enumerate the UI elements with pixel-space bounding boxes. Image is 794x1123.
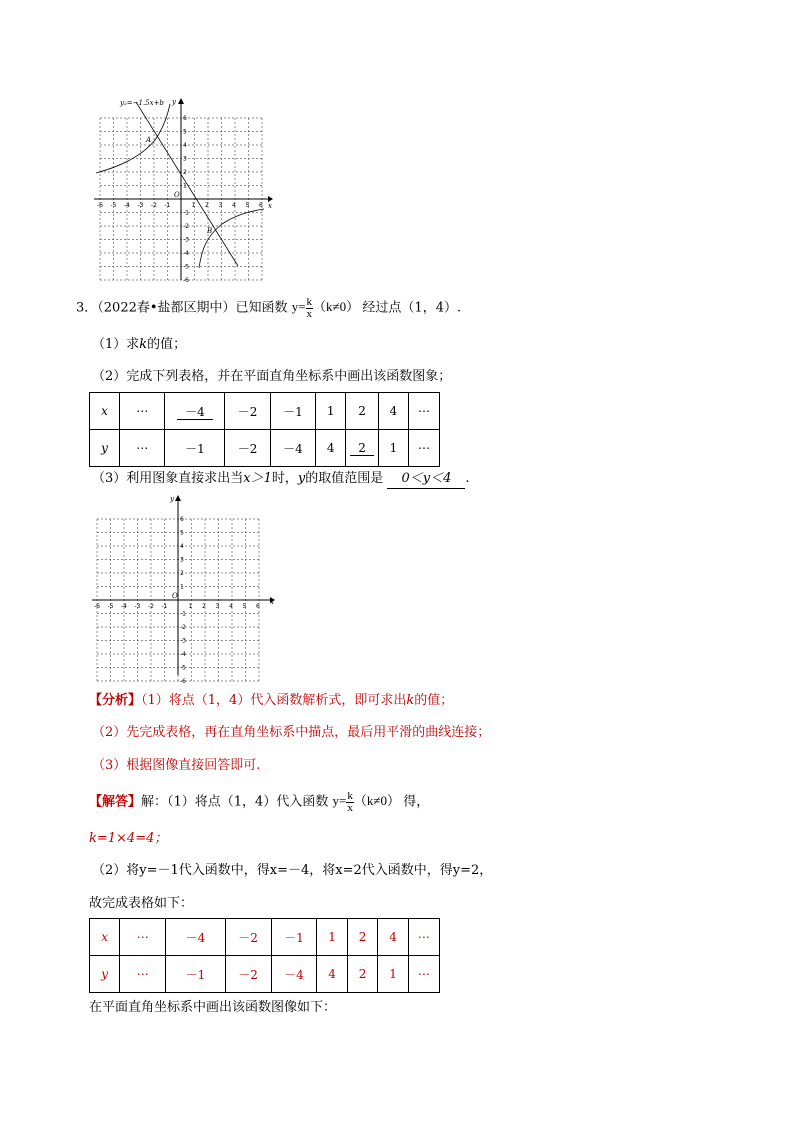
solution-line-5: 在平面直角坐标系中画出该函数图像如下： — [89, 1000, 337, 1015]
x-tick-label: 6 — [259, 202, 263, 209]
y-tick-label: -4 — [180, 651, 186, 658]
table-cell: 1 — [317, 919, 348, 956]
x-tick-label: -1 — [164, 202, 171, 209]
solution-line-3: （2）将y=－1代入函数中，得x=－4，将x=2代入函数中，得y=2， — [92, 863, 493, 878]
table-cell: ⋯ — [120, 393, 165, 430]
value-table-1 — [89, 392, 440, 467]
table-cell: 1 — [378, 956, 409, 993]
table-cell: 2 — [347, 919, 378, 956]
problem-statement — [76, 297, 461, 320]
table-cell: 1 — [316, 393, 346, 430]
x-tick-label: 5 — [245, 202, 250, 209]
x-tick-label: 4 — [232, 202, 236, 209]
table-row — [90, 956, 440, 993]
y2-label: y₂=−1.5x+b — [120, 99, 164, 107]
table-cell: －4 — [165, 393, 225, 430]
x-axis-label: x — [268, 202, 272, 210]
x-tick-label: -5 — [107, 603, 114, 610]
y-tick-label: -3 — [180, 637, 186, 645]
x-tick-label: -2 — [151, 202, 157, 209]
table-cell: －2 — [225, 956, 271, 993]
table-cell: ⋯ — [120, 956, 166, 993]
x-tick-label: -5 — [110, 202, 117, 209]
origin-label: O — [174, 191, 180, 199]
table-cell: －1 — [165, 430, 225, 467]
y-tick-label: -5 — [180, 664, 186, 672]
value-table-2 — [89, 918, 440, 993]
table-cell: －4 — [271, 956, 317, 993]
y-tick-label: -5 — [183, 263, 189, 271]
solution-line-4: 故完成表格如下： — [89, 896, 194, 911]
x-tick-label: 2 — [202, 603, 206, 610]
x-tick-label: 1 — [188, 603, 193, 610]
y-tick-label: -6 — [180, 678, 186, 685]
table-cell: 1 — [378, 430, 408, 467]
table-row — [90, 393, 440, 430]
analysis-line-2: （2）先完成表格，再在直角坐标系中描点，最后用平滑的曲线连接； — [92, 725, 491, 740]
x-tick-label: -3 — [134, 603, 141, 610]
x-tick-label: -3 — [137, 202, 144, 209]
table-cell: ⋯ — [409, 393, 440, 430]
question-2: （2）完成下列表格，并在平面直角坐标系中画出该函数图象； — [92, 369, 452, 384]
graph-2 — [90, 493, 276, 685]
table-cell: ⋯ — [120, 430, 165, 467]
table-cell: ⋯ — [408, 956, 439, 993]
x-tick-label: 2 — [205, 202, 209, 209]
y-tick-label: -2 — [183, 223, 189, 230]
table-cell: ⋯ — [409, 430, 440, 467]
table-cell: y — [90, 430, 120, 467]
y-tick-label: 4 — [183, 142, 187, 149]
graph-1 — [92, 96, 274, 282]
y-tick-label: 3 — [183, 155, 187, 163]
y-tick-label: -2 — [180, 624, 186, 631]
y-tick-label: 1 — [180, 583, 184, 591]
y-tick-label: -6 — [183, 277, 189, 284]
table-cell: －1 — [166, 956, 226, 993]
table-cell: x — [90, 393, 120, 430]
x-tick-label: 4 — [229, 603, 233, 610]
y-tick-label: 2 — [183, 169, 187, 176]
x-tick-label: -4 — [124, 202, 130, 209]
x-axis-label: x — [270, 598, 274, 606]
table-cell: －2 — [225, 430, 270, 467]
table-cell: －4 — [270, 430, 315, 467]
x-tick-label: -2 — [148, 603, 154, 610]
x-tick-label: 1 — [191, 202, 196, 209]
y-axis-label: y — [172, 98, 176, 106]
table-cell: －4 — [166, 919, 226, 956]
problem-source: （2022春•盐都区期中）已知函数 — [97, 300, 288, 316]
table-cell: x — [90, 919, 120, 956]
y-tick-label: 6 — [180, 516, 184, 523]
table-row — [90, 919, 440, 956]
y-tick-label: 5 — [180, 529, 184, 537]
table-cell: ⋯ — [408, 919, 439, 956]
table-cell: 4 — [378, 919, 409, 956]
table-cell: －2 — [225, 393, 270, 430]
y-tick-label: -3 — [183, 236, 189, 244]
y-tick-label: -1 — [183, 209, 189, 217]
x-tick-label: -6 — [94, 603, 100, 610]
y-tick-label: 5 — [183, 128, 187, 136]
table-row — [90, 430, 440, 467]
solution-line-2: k=1×4=4； — [89, 831, 168, 846]
x-tick-label: -1 — [161, 603, 168, 610]
table-cell: 4 — [317, 956, 348, 993]
question-1: （1）求k的值； — [92, 337, 187, 352]
problem-suffix: 经过点（1，4）. — [362, 300, 462, 316]
y-tick-label: -1 — [180, 610, 186, 618]
x-tick-label: -4 — [121, 603, 127, 610]
function-expression: y= $\frac{k}{x}$ （k≠0） — [332, 790, 400, 814]
table-cell: －1 — [271, 919, 317, 956]
question-3: （3）利用图象直接求出当x＞1时，y的取值范围是 0＜y＜4 . — [92, 470, 470, 489]
y-tick-label: 4 — [180, 543, 184, 550]
problem-number: 3． — [76, 300, 98, 316]
y-axis-label: y — [170, 495, 174, 503]
analysis-line-1: 【分析】（1）将点（1，4）代入函数解析式，即可求出k的值； — [89, 693, 454, 708]
table-cell: －2 — [225, 919, 271, 956]
hyperbola-curve-lower — [199, 209, 264, 268]
y-tick-label: -4 — [183, 250, 189, 257]
solution-line-1: 【解答】解：（1）将点（1，4）代入函数 y= $\frac{k}{x}$ （k≠0） 得， — [89, 790, 430, 814]
table-cell: 2 — [346, 430, 379, 467]
function-expression: y= $\frac{k}{x}$ （k≠0） — [291, 296, 360, 320]
table-cell: 4 — [316, 430, 346, 467]
y-tick-label: 2 — [180, 570, 184, 577]
x-tick-label: 3 — [215, 603, 220, 610]
y-tick-label: 1 — [183, 182, 187, 190]
x-tick-label: -6 — [97, 202, 103, 209]
point-b-label: B — [207, 227, 213, 235]
table-cell: y — [90, 956, 120, 993]
table-cell: －1 — [270, 393, 315, 430]
table-cell: 4 — [378, 393, 408, 430]
point-a-label: A — [146, 136, 152, 144]
table-cell: ⋯ — [120, 919, 166, 956]
x-tick-label: 5 — [242, 603, 247, 610]
y-tick-label: 3 — [180, 556, 184, 564]
table-cell: 2 — [346, 393, 379, 430]
table-cell: 2 — [347, 956, 378, 993]
y-tick-label: 6 — [183, 115, 187, 122]
analysis-line-3: （3）根据图像直接回答即可. — [92, 758, 261, 773]
x-tick-label: 6 — [256, 603, 260, 610]
origin-label: O — [172, 592, 178, 600]
answer-blank: 0＜y＜4 — [387, 470, 465, 489]
x-tick-label: 3 — [218, 202, 223, 209]
